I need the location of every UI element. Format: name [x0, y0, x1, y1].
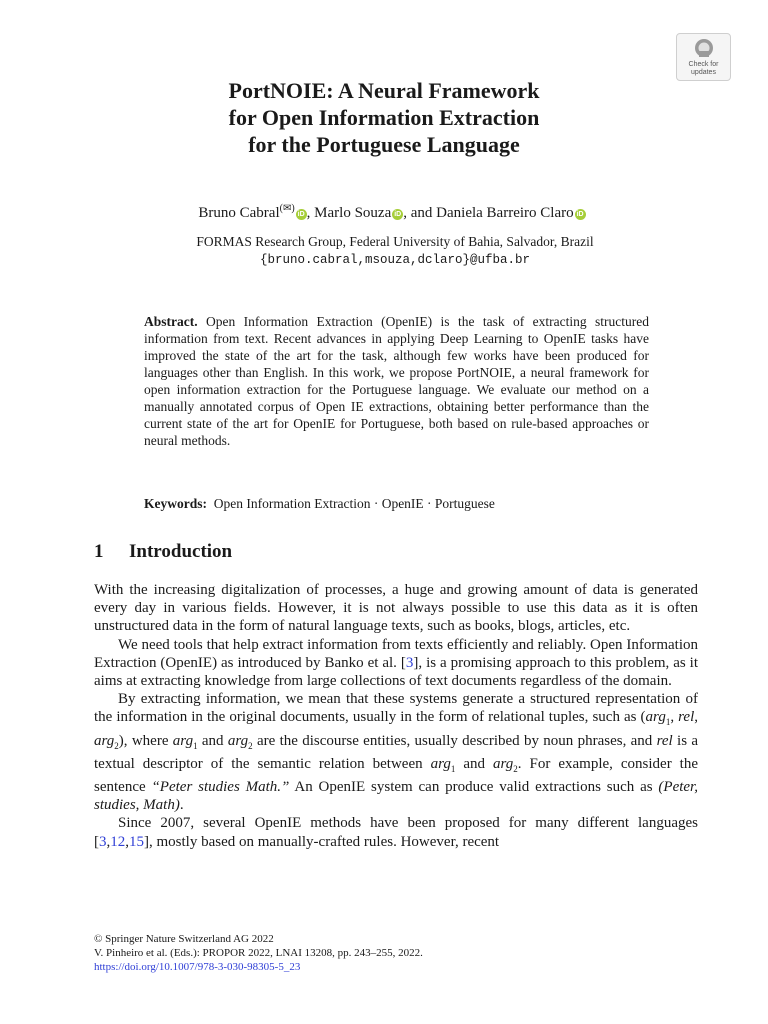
affiliation-group: FORMAS Research Group, Federal University of Bahia, Salvador, Brazil [196, 234, 594, 249]
section-title: Introduction [129, 541, 233, 562]
author-name: Bruno Cabral [198, 205, 280, 221]
body-text [94, 581, 698, 851]
author-name: Daniela Barreiro Claro [436, 205, 574, 221]
abstract [144, 313, 649, 449]
example-sentence: “Peter studies Math.” [151, 779, 290, 796]
orcid-icon[interactable]: iD [297, 211, 305, 218]
author-name: Marlo Souza [314, 205, 392, 221]
check-for-updates-icon [690, 38, 718, 60]
title-line-1: PortNOIE: A Neural Framework [228, 78, 540, 103]
citation-link[interactable]: 3 [99, 833, 107, 850]
badge-line1: Check for [688, 61, 719, 68]
paragraph: With the increasing digitalization of processes, a huge and growing amount of data is generated every day in various fields. However, it is not always possible to use this data as it is often unstructured data in the form of natural language texts, such as books, blogs, articles, etc. [94, 582, 698, 635]
citation-link[interactable]: 15 [129, 833, 144, 850]
author-list: Bruno Cabral(✉)iD , Marlo Souza iD , and Daniela Barreiro Claro iD [198, 203, 584, 221]
abstract-label: Abstract. [144, 314, 198, 329]
title-line-2: for Open Information Extraction [228, 105, 540, 130]
section-number: 1 [94, 541, 104, 562]
badge-line2: updates [691, 69, 716, 76]
keywords-label: Keywords: [144, 496, 207, 511]
doi-link[interactable]: https://doi.org/10.1007/978-3-030-98305-5_23 [94, 961, 301, 973]
paragraph: By extracting information, we mean that these systems generate a structured representation of the information in the original documents, usually in the form of relational tuples, such as (arg$_1$, rel, arg$_2$), where arg$_1$ and arg$_2$ are the discourse entities, usually described by noun phrases, and rel is a textual descriptor of the semantic relation between arg$_1$ and arg$_2$. For example, consider the sentence “Peter studies Math.” An OpenIE system can produce valid extractions such as (Peter, studies, Math). [94, 691, 698, 814]
citation-link[interactable]: 12 [110, 833, 126, 850]
section-heading [94, 540, 232, 564]
example-tuple: (Peter, studies, Math) [94, 779, 698, 814]
author-emails: {bruno.cabral,msouza,dclaro}@ufba.br [259, 253, 531, 267]
orcid-icon[interactable]: iD [394, 211, 402, 218]
affiliation [0, 233, 768, 269]
copyright-line: © Springer Nature Switzerland AG 2022 [94, 933, 274, 945]
abstract-text: Open Information Extraction (OpenIE) is the task of extracting structured information from text. Recent advances in applying Deep Learning to OpenIE tasks have improved the state of the art for the task, although few works have been produced for languages other than English. In this work, we propose PortNOIE, a neural framework for open information extraction for the Portuguese language. We evaluate our method on a manually annotated corpus of Open IE extractions, obtaining better performance than the current state of the art for OpenIE for Portuguese, both based on rule-based approaches or neural methods. [144, 314, 649, 448]
title-line-3: for the Portuguese Language [248, 132, 520, 157]
keywords-text: Open Information Extraction · OpenIE · Portuguese [213, 496, 495, 511]
paper-title [0, 77, 768, 158]
orcid-icon[interactable]: iD [576, 211, 584, 218]
keywords [144, 495, 649, 512]
citation-line: V. Pinheiro et al. (Eds.): PROPOR 2022, LNAI 13208, pp. 243–255, 2022. [94, 947, 423, 959]
corresponding-author-mark: (✉) [279, 203, 295, 214]
footer [94, 932, 714, 974]
paragraph: We need tools that help extract information from texts efficiently and reliably. Open Information Extraction (OpenIE) as introduced by Banko et al. [3], is a promising approach to this problem, as it aims at extracting knowledge from large collections of text documents regardless of the domain. [94, 636, 698, 690]
check-for-updates-badge[interactable] [676, 33, 731, 81]
citation-link[interactable]: 3 [405, 654, 414, 671]
paragraph: Since 2007, several OpenIE methods have been proposed for many different languages [3,12,15], mostly based on manually-crafted rules. However, recent [94, 815, 698, 850]
